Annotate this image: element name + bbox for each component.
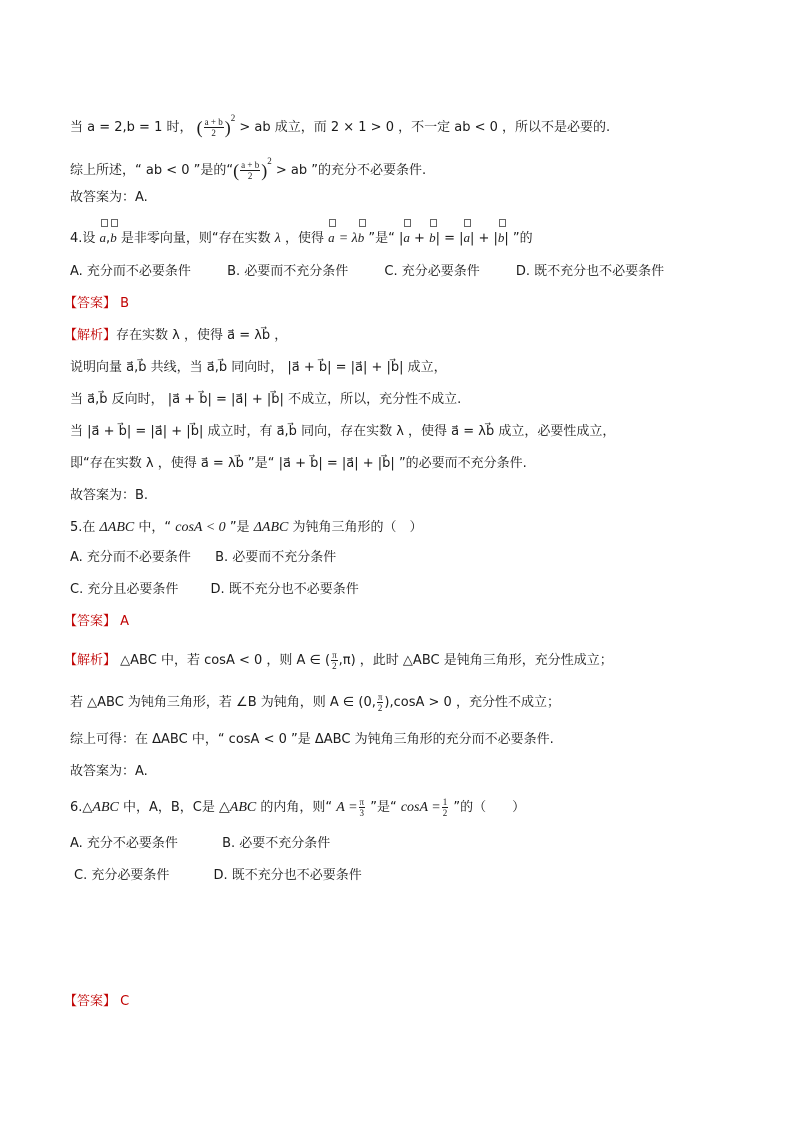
answer-label: 【答案】 [64,994,117,1009]
q6-option-a[interactable]: A. 充分不必要条件 [70,836,178,851]
q5-answer [64,612,129,632]
q5-option-c[interactable]: C. 充分且必要条件 [70,582,179,597]
q4-option-a[interactable]: A. 充分而不必要条件 [70,264,191,279]
q6-option-b[interactable]: B. 必要不充分条件 [222,836,331,851]
solution-line-1 [70,108,610,138]
q5-option-d[interactable]: D. 既不充分也不必要条件 [210,582,359,597]
vector-b: b [110,228,117,248]
q5-analysis-3: 综上可得：在 ΔABC 中，“ cosA < 0 ”是 ΔABC 为钝角三角形的充分而不必要条件. [70,732,554,747]
q5-analysis-1: 【解析】 △ABC 中，若 cosA < 0 ，则 A ∈ ( $\frac{\pi}{2}$ ,π) ，此时 △ABC 是钝角三角形，充分性成立； [64,650,613,671]
q4-analysis-6: 故答案为：B. [70,488,149,503]
vector-a: a [100,228,107,248]
question-4: 4.设 a,b 是非零向量，则“存在实数 λ ，使得 a = λb ”是“ |a + b| = |a| + |b| ”的 [70,230,533,246]
text: > ab 成立，而 2 × 1 > 0 ，不一定 ab < 0 ，所以不是必要的. [239,120,611,135]
analysis-label: 【解析】 [64,653,117,668]
cos-condition: cosA < 0 [175,520,226,535]
q4-answer [64,294,129,314]
paren-close: ) [224,117,231,138]
q4-option-b[interactable]: B. 必要而不充分条件 [227,264,349,279]
q4-analysis-4: 当 |a⃗ + b⃗| = |a⃗| + |b⃗| 成立时，有 a⃗,b⃗ 同向，存在实数 λ ，使得 a⃗ = λb⃗ 成立，必要性成立， [70,424,616,439]
q4-analysis-3: 当 a⃗,b⃗ 反向时， |a⃗ + b⃗| = |a⃗| + |b⃗| 不成立，所以，充分性不成立. [70,392,462,407]
q4-analysis-5: 即“存在实数 λ ，使得 a⃗ = λb⃗ ”是“ |a⃗ + b⃗| = |a⃗| + |b⃗| ”的必要而不充分条件. [70,456,527,471]
q6-options-row-2 [74,866,362,886]
q5-options-row-1 [70,548,336,568]
q4-analysis-1: 【解析】存在实数 λ ，使得 a⃗ = λb⃗ ， [64,328,288,343]
answer-line: 故答案为：A. [70,190,148,205]
q4-option-c[interactable]: C. 充分必要条件 [384,264,480,279]
exponent: 2 [267,156,272,166]
text: 当 a = 2,b = 1 时， [70,120,193,135]
fraction: $\frac{a + b}{2}$ [204,117,223,138]
answer-label: 【答案】 [64,296,117,311]
q6-options-row-1 [70,834,330,854]
paren-open: ( [196,117,203,138]
triangle-abc: ΔABC [99,520,135,535]
analysis-label: 【解析】 [64,328,117,343]
q4-options [70,262,664,282]
solution-line-2 [70,151,426,181]
paren-close: ) [261,160,268,181]
answer-value: A [120,614,130,629]
question-6: 6.△ABC 中，A，B，C是 △ABC 的内角，则“ A = $\frac{\pi}{3}$ ”是“ cosA = $\frac{1}{2}$ ”的（ ） [70,797,526,818]
q5-options-row-2 [70,580,359,600]
q6-option-c[interactable]: C. 充分必要条件 [74,868,170,883]
fraction: $\frac{a + b}{2}$ [241,160,260,181]
q5-option-a[interactable]: A. 充分而不必要条件 [70,550,191,565]
paren-open: ( [233,160,240,181]
q4-option-d[interactable]: D. 既不充分也不必要条件 [515,264,665,279]
text: > ab ”的充分不必要条件. [275,163,427,178]
answer-label: 【答案】 [64,614,117,629]
answer-value: C [120,994,130,1009]
q6-answer [64,992,129,1012]
q5-analysis-4: 故答案为：A. [70,764,148,779]
q5-option-b[interactable]: B. 必要而不充分条件 [215,550,337,565]
text: 综上所述，“ ab < 0 ”是的“ [70,163,234,178]
lambda: λ [274,231,281,246]
q6-option-d[interactable]: D. 既不充分也不必要条件 [213,868,362,883]
answer-value: B [120,296,130,311]
q4-analysis-2: 说明向量 a⃗,b⃗ 共线，当 a⃗,b⃗ 同向时， |a⃗ + b⃗| = |a⃗| + |b⃗| 成立， [70,360,447,375]
question-5: 5.在 ΔABC 中，“ cosA < 0 ”是 ΔABC 为钝角三角形的（ ） [70,520,423,535]
exponent: 2 [230,113,236,123]
q5-analysis-2: 若 △ABC 为钝角三角形，若 ∠B 为钝角，则 A ∈ (0, $\frac{\pi}{2}$ ),cosA > 0 ，充分性不成立； [70,692,560,713]
